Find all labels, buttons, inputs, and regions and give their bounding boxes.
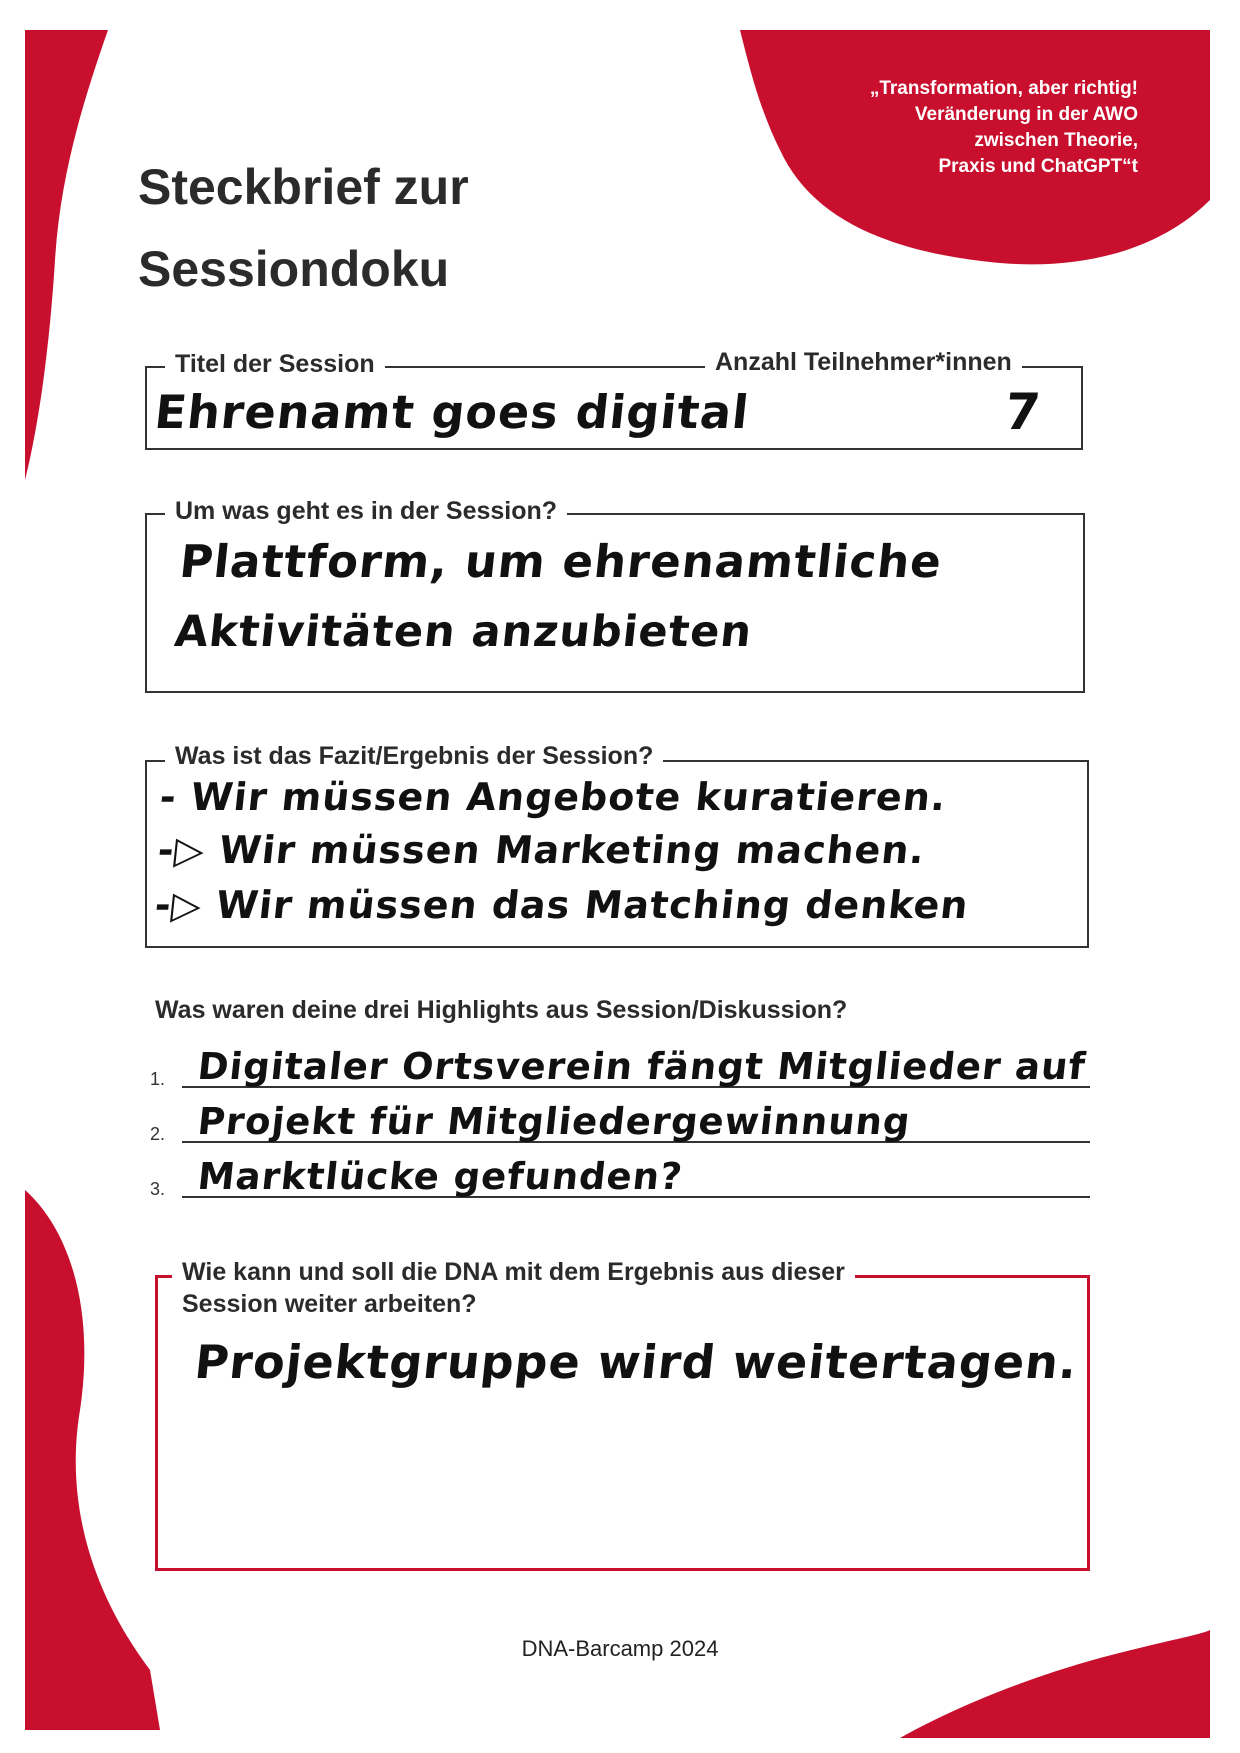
highlights-label: Was waren deine drei Highlights aus Session/Diskussion?: [155, 996, 848, 1024]
session-title-value[interactable]: Ehrenamt goes digital: [152, 385, 752, 439]
page-title: [138, 146, 469, 310]
tagline-line: zwischen Theorie,: [974, 130, 1138, 151]
dna-label: [172, 1256, 855, 1320]
result-text-line[interactable]: - Wir müssen Angebote kuratieren.: [157, 775, 949, 819]
highlight-number: 2.: [150, 1124, 166, 1144]
dna-text[interactable]: Projektgruppe wird weitertagen.: [192, 1335, 1081, 1389]
about-text-line[interactable]: Plattform, um ehrenamtliche: [177, 535, 945, 588]
tagline-line: „Transformation, aber richtig!: [869, 78, 1138, 99]
bottom-right-red-shape: [880, 1590, 1240, 1753]
highlight-text[interactable]: Projekt für Mitgliedergewinnung: [195, 1100, 913, 1143]
participants-value[interactable]: 7: [1001, 383, 1044, 441]
dna-label-line: Session weiter arbeiten?: [182, 1290, 477, 1318]
session-title-label: Titel der Session: [165, 349, 385, 379]
participants-label: Anzahl Teilnehmer*innen: [705, 347, 1022, 377]
tagline-line: Veränderung in der AWO: [914, 104, 1138, 125]
top-left-red-shape: [0, 0, 120, 520]
bottom-left-red-shape: [0, 1170, 160, 1753]
highlight-row-3: [150, 1150, 1090, 1200]
result-label: Was ist das Fazit/Ergebnis der Session?: [165, 741, 663, 771]
highlight-number: 3.: [150, 1179, 166, 1199]
result-text-line[interactable]: -▷ Wir müssen Marketing machen.: [155, 828, 928, 872]
result-text-line[interactable]: -▷ Wir müssen das Matching denken: [152, 883, 971, 927]
page-title-line: Sessiondoku: [138, 241, 450, 297]
highlight-number: 1.: [150, 1069, 166, 1089]
footer: DNA-Barcamp 2024: [521, 1636, 719, 1661]
highlight-row-1: [150, 1040, 1090, 1090]
highlight-text[interactable]: Marktlücke gefunden?: [195, 1155, 685, 1198]
tagline-line: Praxis und ChatGPT“t: [938, 156, 1138, 177]
highlight-row-2: [150, 1095, 1090, 1145]
highlight-text[interactable]: Digitaler Ortsverein fängt Mitglieder auf: [195, 1045, 1088, 1088]
about-label: Um was geht es in der Session?: [165, 496, 567, 526]
tagline: [800, 76, 1138, 180]
about-text-line[interactable]: Aktivitäten anzubieten: [172, 607, 755, 657]
dna-label-line: Wie kann und soll die DNA mit dem Ergebnis aus dieser: [182, 1258, 845, 1286]
page-title-line: Steckbrief zur: [138, 159, 469, 215]
legend-rule: [440, 366, 700, 368]
